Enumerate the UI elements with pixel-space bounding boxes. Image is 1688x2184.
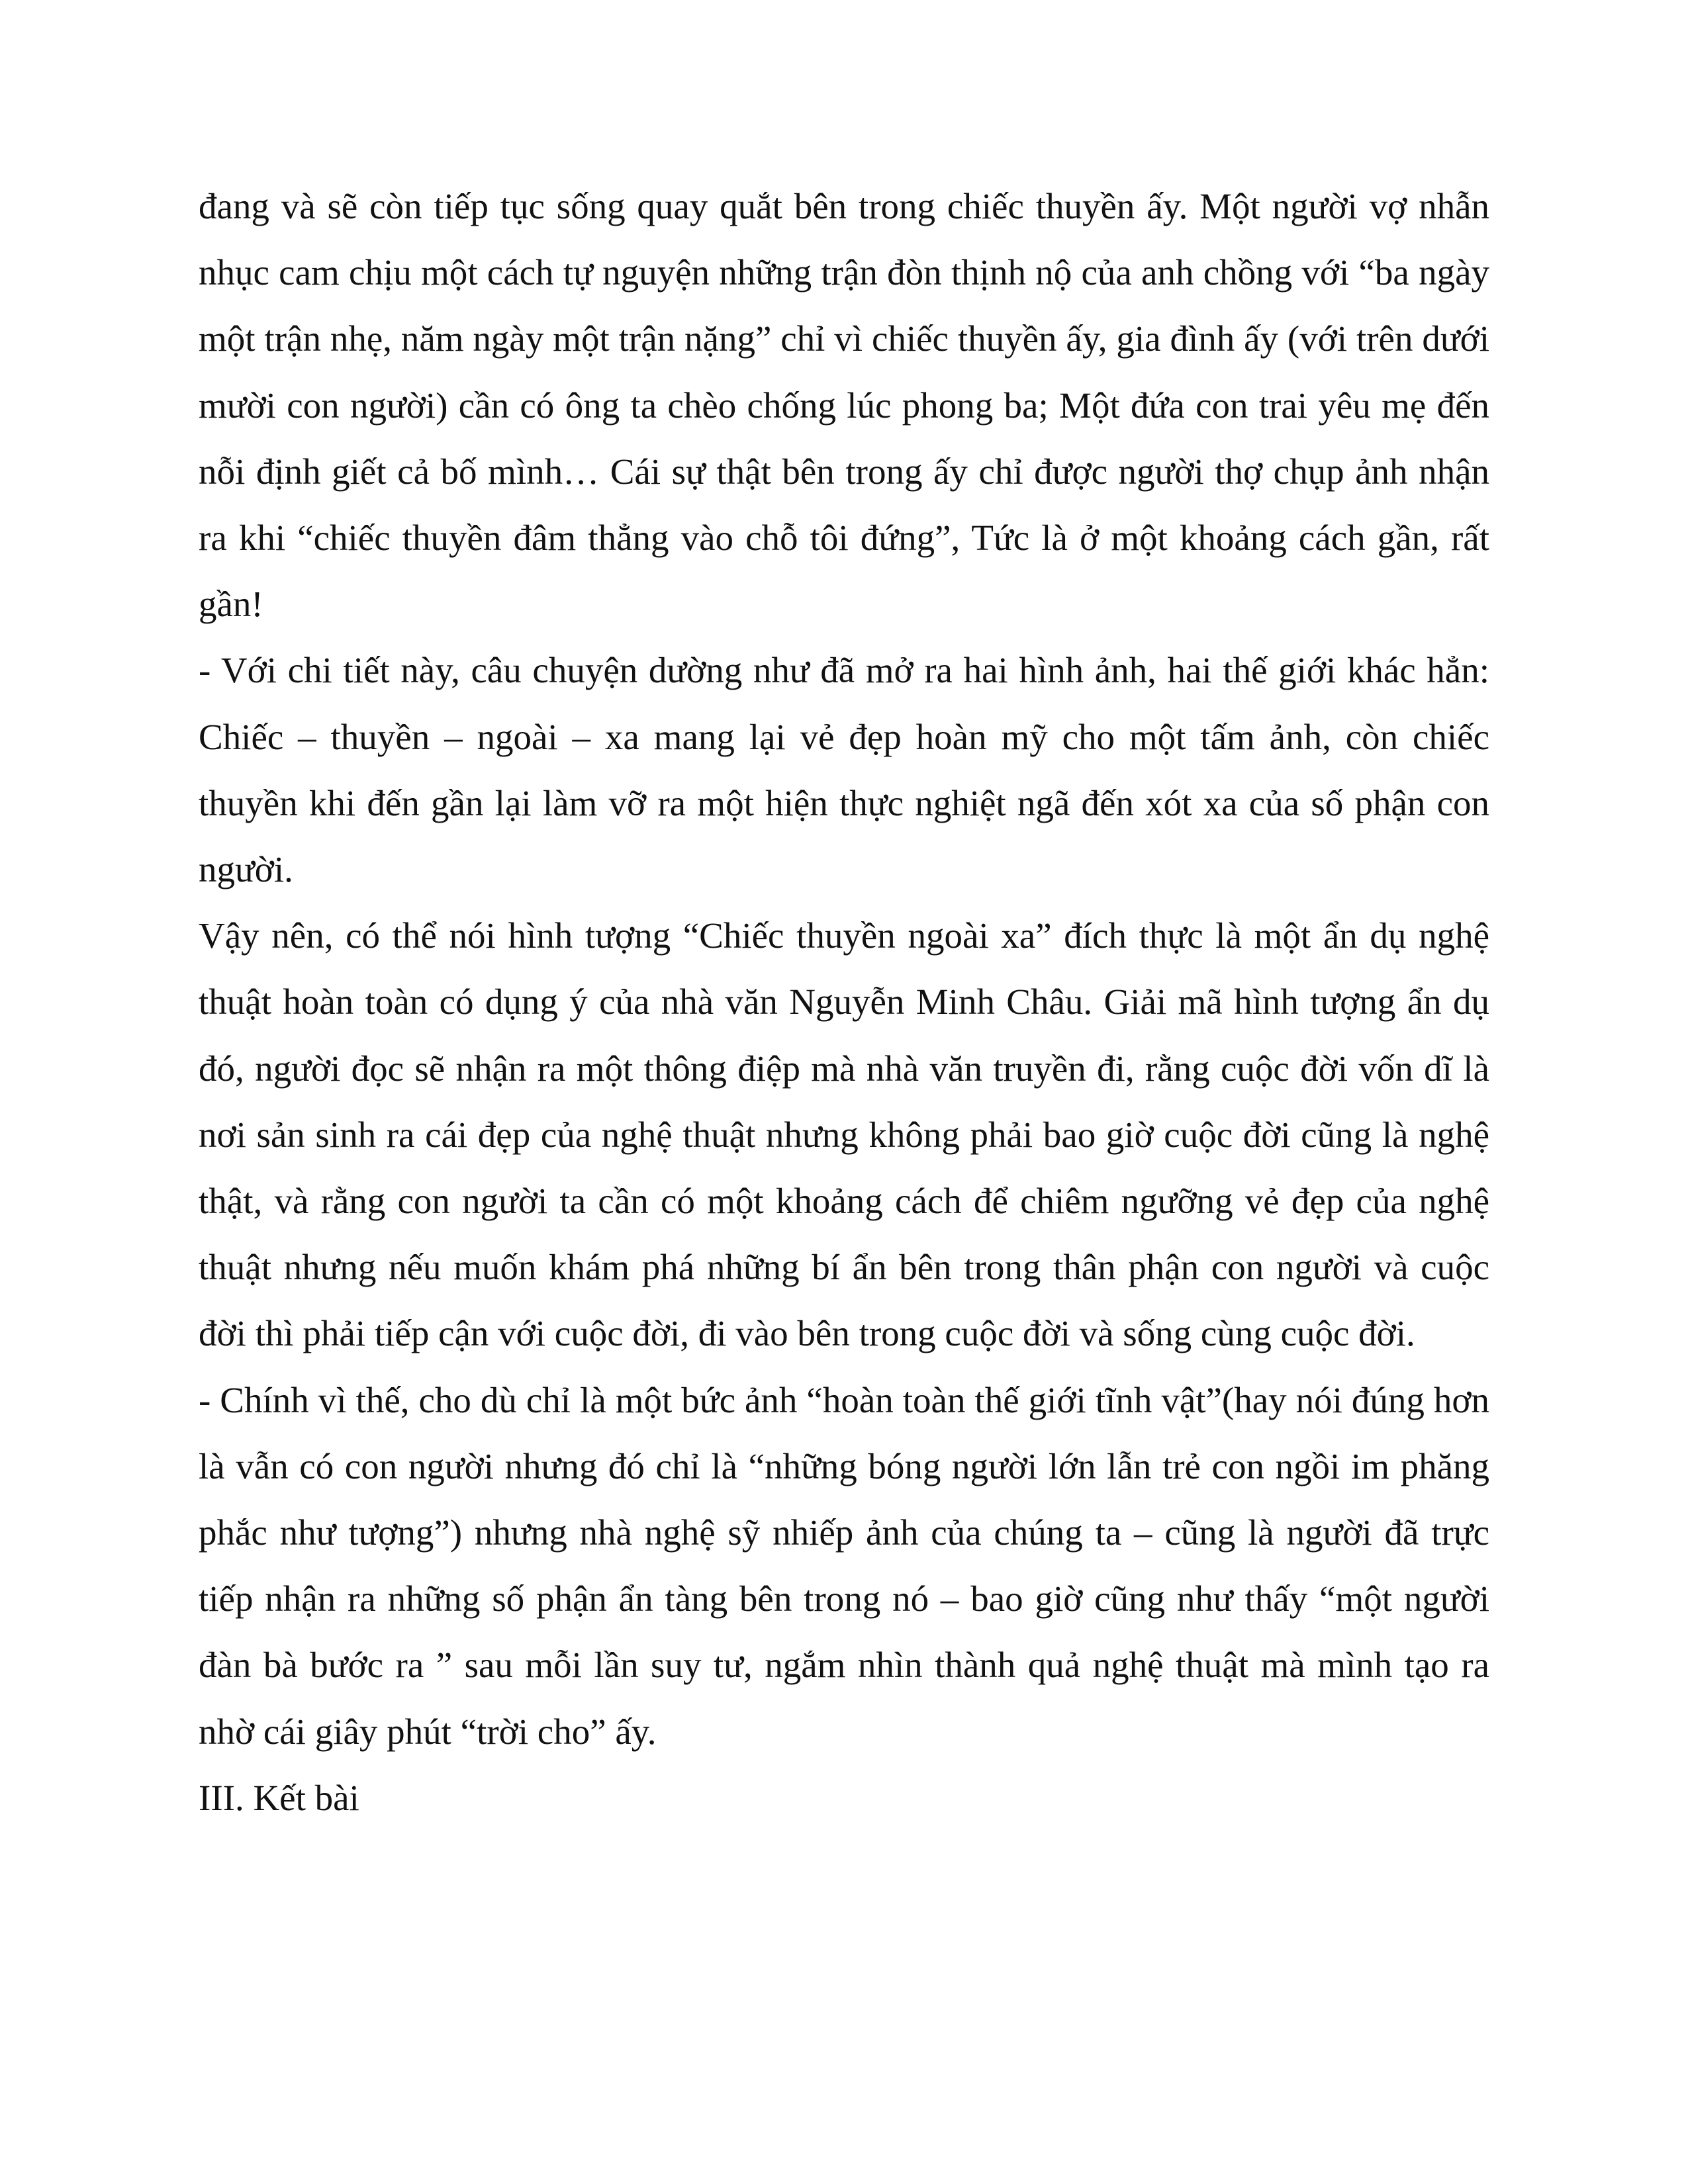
paragraph-photographer: - Chính vì thế, cho dù chỉ là một bức ảnh “hoàn toàn thế giới tĩnh vật”(hay nói đúng hơn là vẫn có con người nhưng đó chỉ là “những bóng người lớn lẫn trẻ con ngồi im phăng phắc như tượng”) nhưng nhà nghệ sỹ nhiếp ảnh của chúng ta – cũng là người đã trực tiếp nhận ra những số phận ẩn tàng bên trong nó – bao giờ cũng như thấy “một người đàn bà bước ra ” sau mỗi lần suy tư, ngắm nhìn thành quả nghệ thuật mà mình tạo ra nhờ cái giây phút “trời cho” ấy. [199,1379,1489,1752]
section-heading-conclusion: III. Kết bài [199,1777,359,1818]
paragraph-metaphor-message: Vậy nên, có thể nói hình tượng “Chiếc thuyền ngoài xa” đích thực là một ẩn dụ nghệ thuật hoàn toàn có dụng ý của nhà văn Nguyễn Minh Châu. Giải mã hình tượng ẩn dụ đó, người đọc sẽ nhận ra một thông điệp mà nhà văn truyền đi, rằng cuộc đời vốn dĩ là nơi sản sinh ra cái đẹp của nghệ thuật nhưng không phải bao giờ cuộc đời cũng là nghệ thật, và rằng con người ta cần có một khoảng cách để chiêm ngưỡng vẻ đẹp của nghệ thuật nhưng nếu muốn khám phá những bí ẩn bên trong thân phận con người và cuộc đời thì phải tiếp cận với cuộc đời, đi vào bên trong cuộc đời và sống cùng cuộc đời. [199,915,1489,1354]
paragraph-fisherman-family: đang và sẽ còn tiếp tục sống quay quắt bên trong chiếc thuyền ấy. Một người vợ nhẫn nhục cam chịu một cách tự nguyện những trận đòn thịnh nộ của anh chồng với “ba ngày một trận nhẹ, năm ngày một trận nặng” chỉ vì chiếc thuyền ấy, gia đình ấy (với trên dưới mười con người) cần có ông ta chèo chống lúc phong ba; Một đứa con trai yêu mẹ đến nỗi định giết cả bố mình… Cái sự thật bên trong ấy chỉ được người thợ chụp ảnh nhận ra khi “chiếc thuyền đâm thẳng vào chỗ tôi đứng”, Tức là ở một khoảng cách gần, rất gần! [199,186,1489,625]
document-page [199,173,1489,1831]
paragraph-two-worlds: - Với chi tiết này, câu chuyện dường như đã mở ra hai hình ảnh, hai thế giới khác hẳn: Chiếc – thuyền – ngoài – xa mang lại vẻ đẹp hoàn mỹ cho một tấm ảnh, còn chiếc thuyền khi đến gần lại làm vỡ ra một hiện thực nghiệt ngã đến xót xa của số phận con người. [199,650,1489,890]
